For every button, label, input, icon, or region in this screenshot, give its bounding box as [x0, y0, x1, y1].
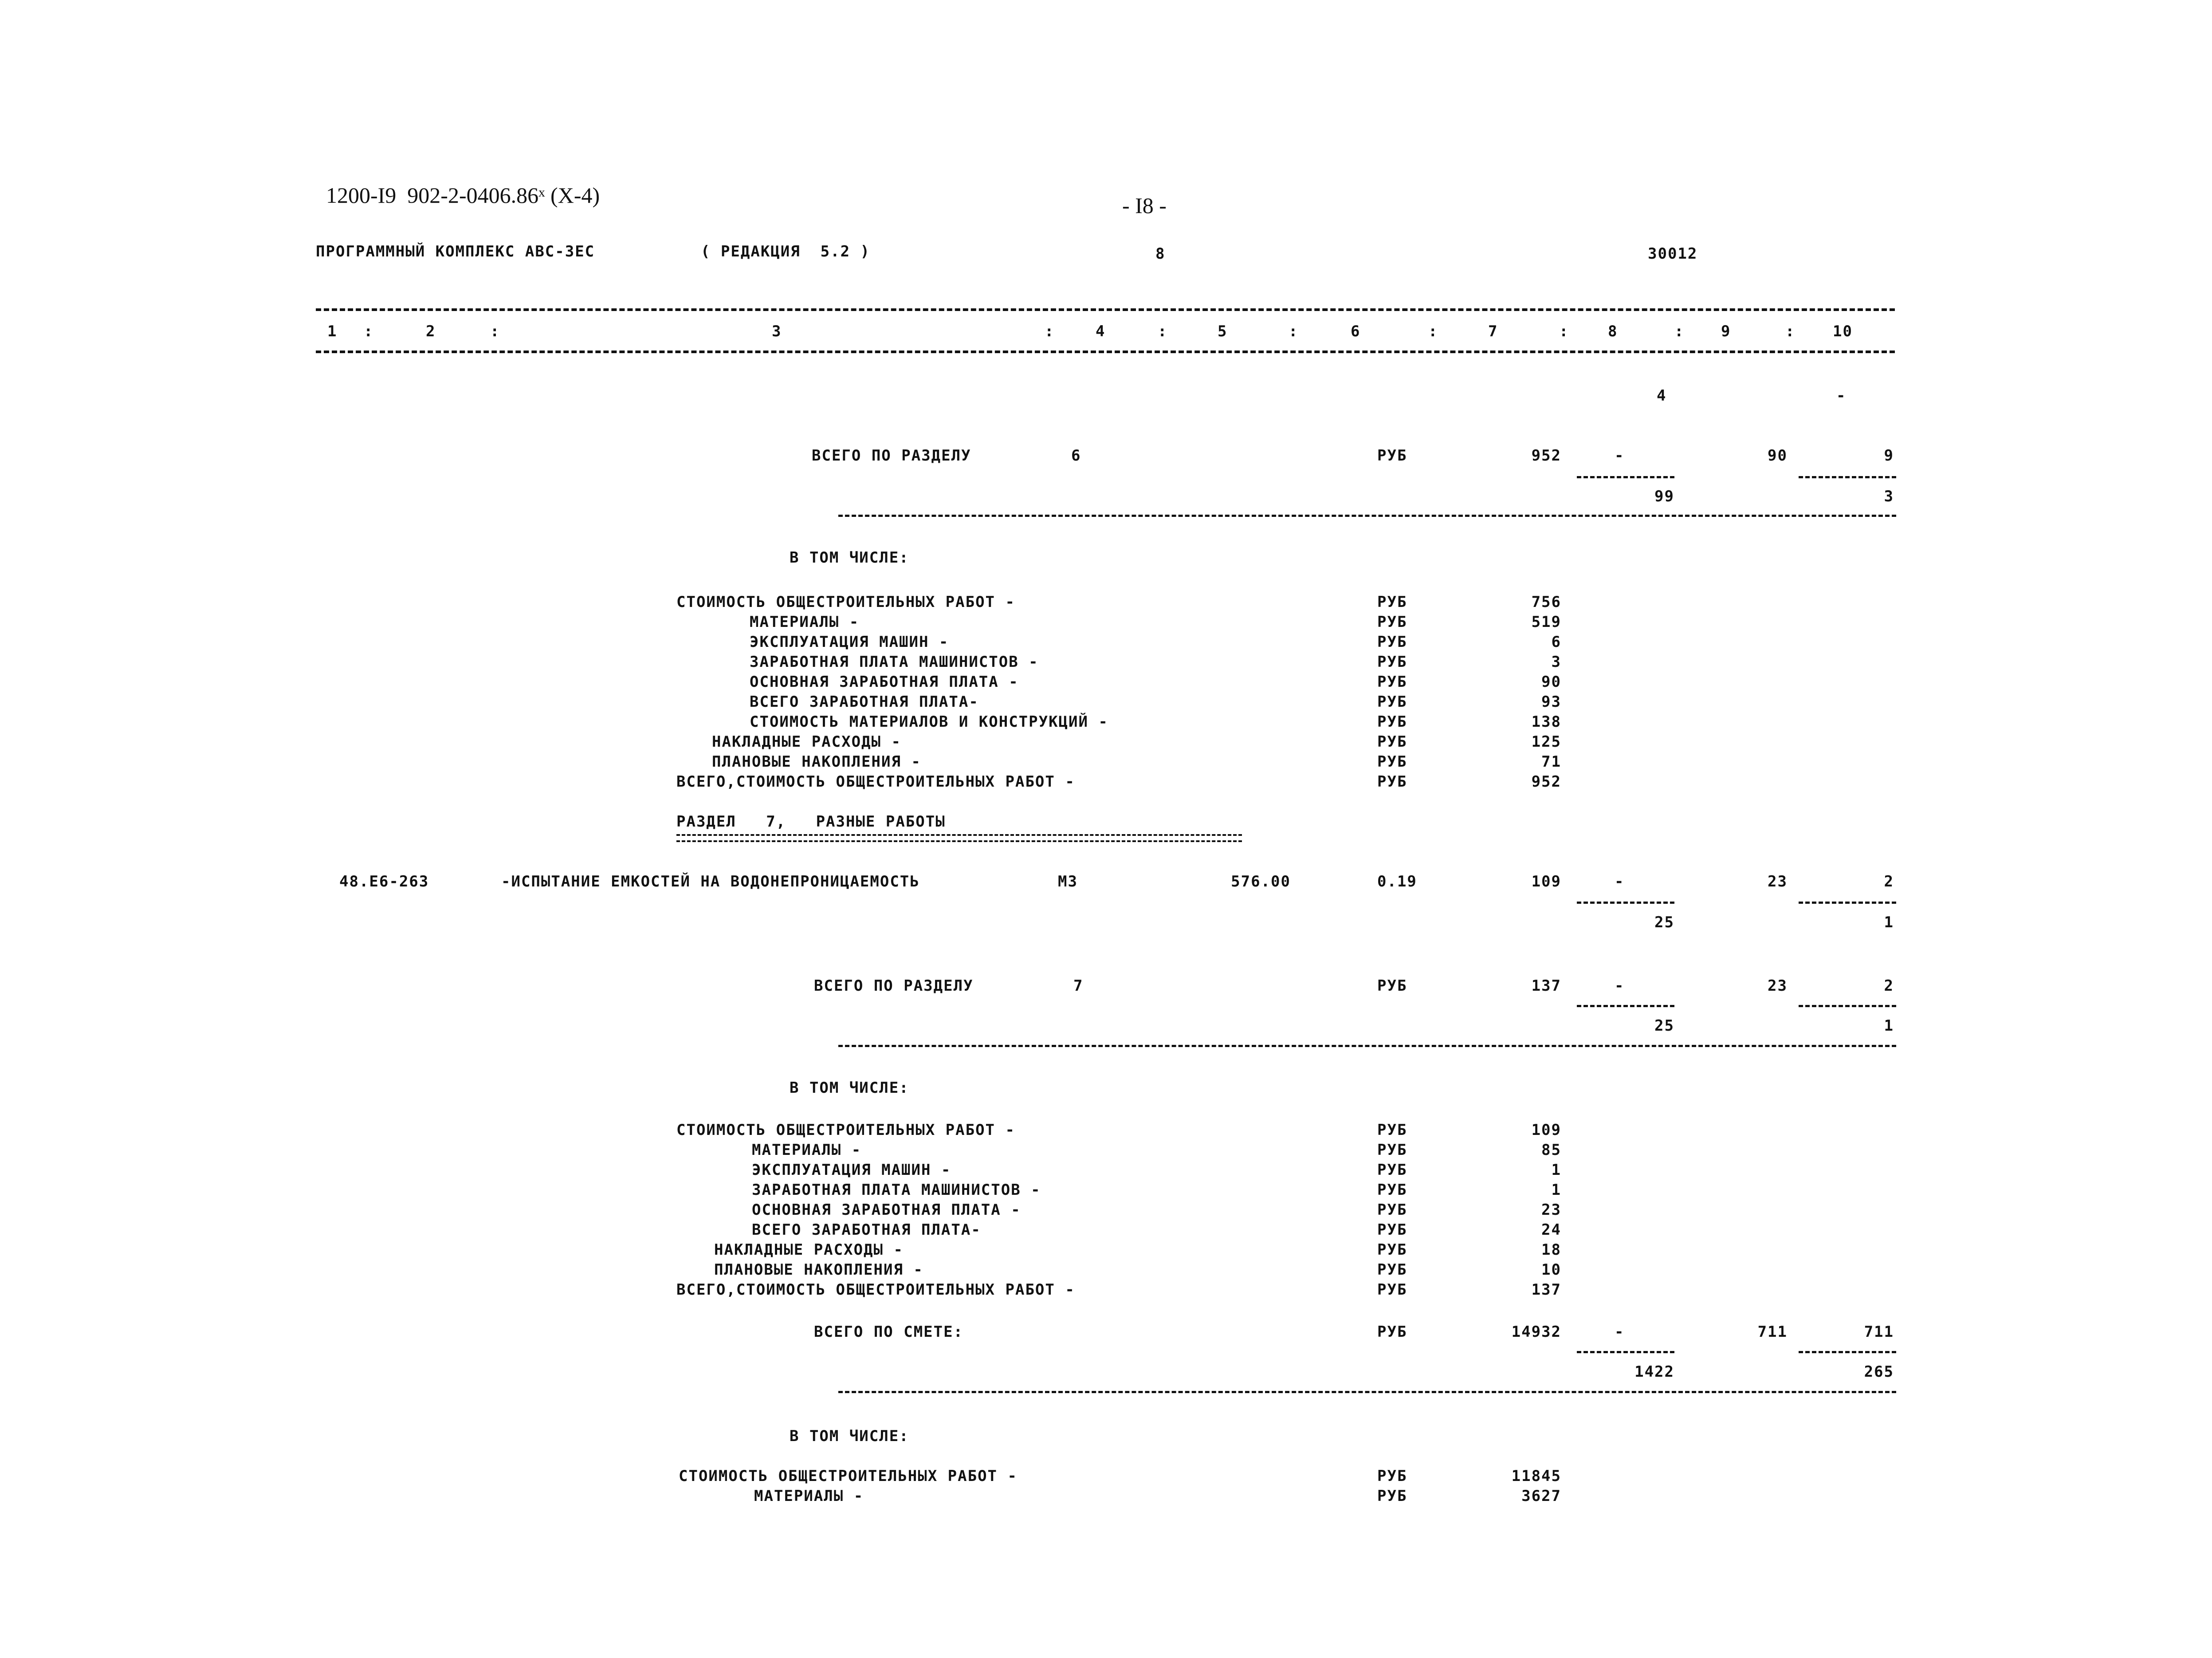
- document-code: 1200-I9 902-2-0406.86ˣ (X-4): [326, 183, 600, 208]
- fraction-rule: [1577, 1351, 1674, 1353]
- breakdown-label: ВСЕГО,СТОИМОСТЬ ОБЩЕСТРОИТЕЛЬНЫХ РАБОТ -: [676, 1281, 1075, 1299]
- sub-value: 1422: [1634, 1363, 1674, 1381]
- breakdown-value: 85: [1541, 1141, 1561, 1159]
- column-header-top-rule: [316, 308, 1895, 311]
- sub-value: 99: [1654, 488, 1674, 505]
- sub-value: 3: [1884, 488, 1894, 505]
- page-number: - I8 -: [1122, 193, 1167, 218]
- breakdown-label: СТОИМОСТЬ ОБЩЕСТРОИТЕЛЬНЫХ РАБОТ -: [679, 1467, 1018, 1485]
- breakdown-label: НАКЛАДНЫЕ РАСХОДЫ -: [712, 733, 901, 751]
- unit: РУБ: [1377, 753, 1407, 771]
- unit: РУБ: [1377, 1261, 1407, 1279]
- breakdown-label: ВСЕГО ЗАРАБОТНАЯ ПЛАТА-: [752, 1221, 981, 1239]
- col10-value: 711: [1864, 1323, 1894, 1341]
- column-separator: :: [490, 323, 500, 340]
- breakdown-label: ВСЕГО ЗАРАБОТНАЯ ПЛАТА-: [750, 693, 979, 711]
- fraction-rule: [1577, 1005, 1674, 1007]
- breakdown-label: ПЛАНОВЫЕ НАКОПЛЕНИЯ -: [712, 753, 921, 771]
- unit: РУБ: [1377, 447, 1407, 465]
- unit: РУБ: [1377, 1121, 1407, 1139]
- column-number: 9: [1721, 323, 1731, 340]
- breakdown-value: 11845: [1511, 1467, 1561, 1485]
- section-total-number: 7: [1073, 977, 1084, 995]
- item-price: 0.19: [1377, 873, 1417, 890]
- unit: РУБ: [1377, 1467, 1407, 1485]
- breakdown-label: ЗАРАБОТНАЯ ПЛАТА МАШИНИСТОВ -: [750, 653, 1039, 671]
- unit: РУБ: [1377, 977, 1407, 995]
- column-number: 1: [327, 323, 338, 340]
- breakdown-value: 1: [1551, 1161, 1561, 1179]
- breakdown-value: 109: [1531, 1121, 1561, 1139]
- breakdown-label: ОСНОВНАЯ ЗАРАБОТНАЯ ПЛАТА -: [750, 673, 1019, 691]
- unit: РУБ: [1377, 1201, 1407, 1219]
- breakdown-value: 125: [1531, 733, 1561, 751]
- column-number: 2: [426, 323, 436, 340]
- column-separator: :: [1785, 323, 1796, 340]
- sheet-number: 8: [1155, 245, 1166, 263]
- dash: -: [1615, 1323, 1625, 1341]
- unit: РУБ: [1377, 733, 1407, 751]
- breakdown-label: МАТЕРИАЛЫ -: [750, 613, 860, 631]
- unit: РУБ: [1377, 1221, 1407, 1239]
- section-total-label: ВСЕГО ПО РАЗДЕЛУ: [812, 447, 971, 465]
- sub-value: 1: [1884, 914, 1894, 931]
- unit: РУБ: [1377, 1141, 1407, 1159]
- unit: РУБ: [1377, 1181, 1407, 1199]
- fraction-rule: [1577, 902, 1674, 904]
- breakdown-label: СТОИМОСТЬ МАТЕРИАЛОВ И КОНСТРУКЦИЙ -: [750, 713, 1108, 731]
- breakdown-value: 952: [1531, 773, 1561, 791]
- item-name: -ИСПЫТАНИЕ ЕМКОСТЕЙ НА ВОДОНЕПРОНИЦАЕМОСТЬ: [501, 873, 920, 890]
- breakdown-value: 24: [1541, 1221, 1561, 1239]
- unit: РУБ: [1377, 693, 1407, 711]
- column-number: 3: [772, 323, 782, 340]
- breakdown-label: ОСНОВНАЯ ЗАРАБОТНАЯ ПЛАТА -: [752, 1201, 1021, 1219]
- breakdown-value: 71: [1541, 753, 1561, 771]
- unit: РУБ: [1377, 1323, 1407, 1341]
- breakdown-label: МАТЕРИАЛЫ -: [752, 1141, 862, 1159]
- breakdown-intro: В ТОМ ЧИСЛЕ:: [790, 1079, 909, 1097]
- sub-value: 265: [1864, 1363, 1894, 1381]
- carry-mark: -: [1836, 387, 1847, 405]
- program-name: ПРОГРАММНЫЙ КОМПЛЕКС АВС-3ЕС: [316, 243, 595, 260]
- section-total-label: ВСЕГО ПО РАЗДЕЛУ: [814, 977, 974, 995]
- unit: РУБ: [1377, 1161, 1407, 1179]
- column-number: 8: [1608, 323, 1618, 340]
- column-number: 6: [1351, 323, 1361, 340]
- col9-value: 23: [1768, 873, 1788, 890]
- breakdown-label: ЭКСПЛУАТАЦИЯ МАШИН -: [750, 633, 949, 651]
- breakdown-value: 1: [1551, 1181, 1561, 1199]
- total-value: 137: [1531, 977, 1561, 995]
- breakdown-intro: В ТОМ ЧИСЛЕ:: [790, 1427, 909, 1445]
- column-separator: :: [1158, 323, 1168, 340]
- col10-value: 2: [1884, 873, 1894, 890]
- breakdown-label: ПЛАНОВЫЕ НАКОПЛЕНИЯ -: [714, 1261, 923, 1279]
- col9-value: 711: [1757, 1323, 1788, 1341]
- column-number: 7: [1488, 323, 1498, 340]
- unit: РУБ: [1377, 593, 1407, 611]
- breakdown-value: 756: [1531, 593, 1561, 611]
- breakdown-value: 10: [1541, 1261, 1561, 1279]
- separator-rule: [838, 515, 1896, 517]
- section-total-number: 6: [1071, 447, 1081, 465]
- column-header-bottom-rule: [316, 351, 1895, 353]
- column-number: 5: [1218, 323, 1228, 340]
- program-code: 30012: [1648, 245, 1698, 263]
- item-code: 48.Е6-263: [339, 873, 429, 890]
- column-number: 10: [1833, 323, 1853, 340]
- col9-value: 23: [1768, 977, 1788, 995]
- column-separator: :: [1428, 323, 1438, 340]
- fraction-rule: [1799, 1005, 1896, 1007]
- section-heading: РАЗДЕЛ 7, РАЗНЫЕ РАБОТЫ: [676, 813, 946, 831]
- unit: РУБ: [1377, 653, 1407, 671]
- program-edition: ( РЕДАКЦИЯ 5.2 ): [701, 243, 870, 260]
- breakdown-value: 519: [1531, 613, 1561, 631]
- unit: РУБ: [1377, 673, 1407, 691]
- sub-value: 25: [1654, 1017, 1674, 1035]
- breakdown-intro: В ТОМ ЧИСЛЕ:: [790, 549, 909, 567]
- fraction-rule: [1799, 902, 1896, 904]
- section-heading-underline: [676, 834, 1242, 842]
- breakdown-value: 23: [1541, 1201, 1561, 1219]
- unit: РУБ: [1377, 633, 1407, 651]
- estimate-total-label: ВСЕГО ПО СМЕТЕ:: [814, 1323, 964, 1341]
- breakdown-label: ВСЕГО,СТОИМОСТЬ ОБЩЕСТРОИТЕЛЬНЫХ РАБОТ -: [676, 773, 1075, 791]
- dash: -: [1615, 447, 1625, 465]
- unit: РУБ: [1377, 1487, 1407, 1505]
- breakdown-value: 6: [1551, 633, 1561, 651]
- dash: -: [1615, 873, 1625, 890]
- breakdown-label: ЭКСПЛУАТАЦИЯ МАШИН -: [752, 1161, 951, 1179]
- sub-value: 25: [1654, 914, 1674, 931]
- fraction-rule: [1577, 476, 1674, 478]
- fraction-rule: [1799, 476, 1896, 478]
- separator-rule: [838, 1045, 1896, 1047]
- sub-value: 1: [1884, 1017, 1894, 1035]
- col10-value: 9: [1884, 447, 1894, 465]
- col10-value: 2: [1884, 977, 1894, 995]
- breakdown-label: СТОИМОСТЬ ОБЩЕСТРОИТЕЛЬНЫХ РАБОТ -: [676, 1121, 1015, 1139]
- item-value: 109: [1531, 873, 1561, 890]
- column-separator: :: [1559, 323, 1569, 340]
- breakdown-value: 3627: [1521, 1487, 1561, 1505]
- breakdown-label: НАКЛАДНЫЕ РАСХОДЫ -: [714, 1241, 904, 1259]
- unit: РУБ: [1377, 613, 1407, 631]
- column-separator: :: [364, 323, 374, 340]
- separator-rule: [838, 1391, 1896, 1393]
- column-separator: :: [1289, 323, 1299, 340]
- item-quantity: 576.00: [1231, 873, 1291, 890]
- breakdown-label: ЗАРАБОТНАЯ ПЛАТА МАШИНИСТОВ -: [752, 1181, 1041, 1199]
- breakdown-value: 93: [1541, 693, 1561, 711]
- unit: РУБ: [1377, 773, 1407, 791]
- unit: РУБ: [1377, 1281, 1407, 1299]
- breakdown-label: СТОИМОСТЬ ОБЩЕСТРОИТЕЛЬНЫХ РАБОТ -: [676, 593, 1015, 611]
- column-separator: :: [1045, 323, 1055, 340]
- unit: РУБ: [1377, 1241, 1407, 1259]
- breakdown-value: 18: [1541, 1241, 1561, 1259]
- breakdown-value: 3: [1551, 653, 1561, 671]
- breakdown-value: 137: [1531, 1281, 1561, 1299]
- col9-value: 90: [1768, 447, 1788, 465]
- total-value: 14932: [1511, 1323, 1561, 1341]
- unit: РУБ: [1377, 713, 1407, 731]
- breakdown-value: 90: [1541, 673, 1561, 691]
- fraction-rule: [1799, 1351, 1896, 1353]
- breakdown-label: МАТЕРИАЛЫ -: [754, 1487, 864, 1505]
- dash: -: [1615, 977, 1625, 995]
- total-value: 952: [1531, 447, 1561, 465]
- item-unit: М3: [1058, 873, 1078, 890]
- column-number: 4: [1096, 323, 1106, 340]
- breakdown-value: 138: [1531, 713, 1561, 731]
- carry-mark: 4: [1657, 387, 1667, 405]
- column-separator: :: [1674, 323, 1685, 340]
